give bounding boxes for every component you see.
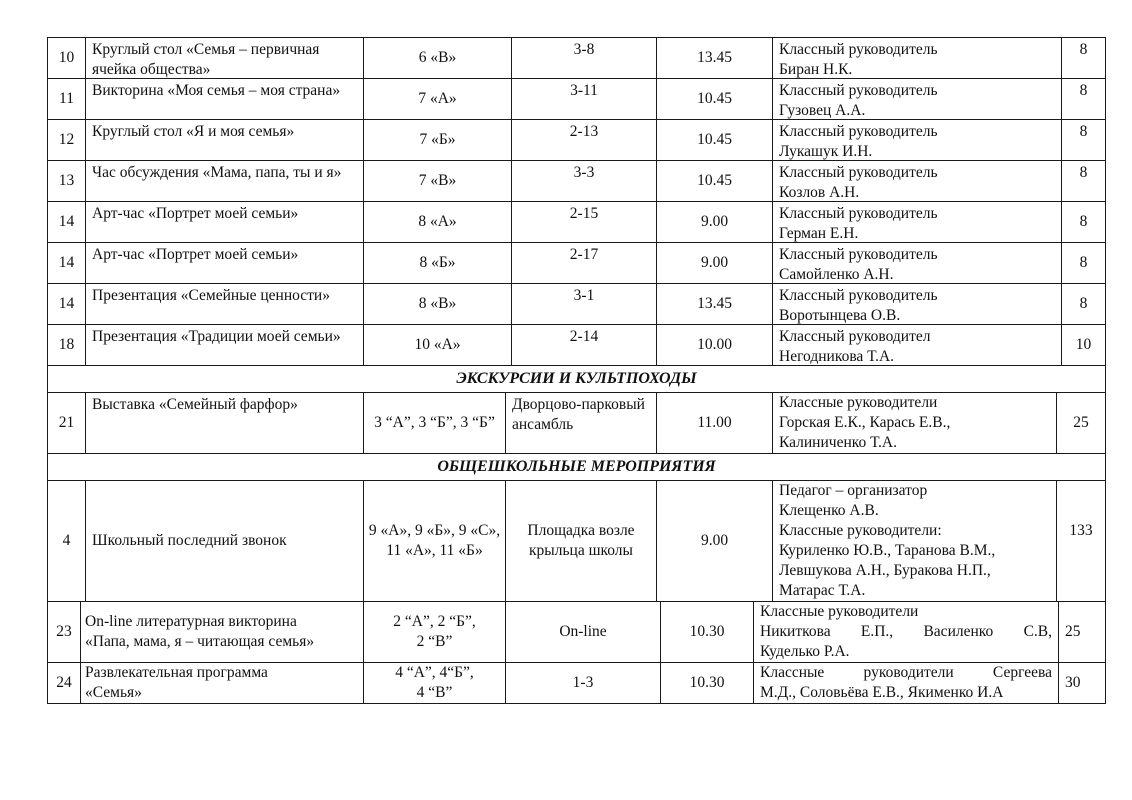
responsible-name: Биран Н.К. [779, 61, 853, 78]
place-cell [505, 392, 657, 454]
class-text: 2 “А”, 2 “Б”, [393, 613, 476, 630]
time-text: 13.45 [697, 49, 732, 66]
event-name [85, 283, 364, 325]
responsible-cell [772, 480, 1057, 602]
time-text: 11.00 [697, 414, 732, 431]
count-text: 25 [1073, 414, 1089, 431]
section-heading-text: ЭКСКУРСИИ И КУЛЬТПОХОДЫ [456, 370, 697, 387]
time-text: 10.00 [697, 336, 732, 353]
class-cell [363, 242, 512, 284]
count-cell [1061, 160, 1106, 202]
event-name-text: Арт-час «Портрет моей семьи» [92, 205, 299, 222]
class-text: 7 «В» [418, 172, 457, 189]
room-cell [511, 37, 657, 79]
responsible-role: Классный руководитель [779, 205, 938, 222]
time-text: 9.00 [700, 532, 729, 549]
responsible-name: Куриленко Ю.В., Таранова В.М., [779, 542, 996, 559]
count-text: 25 [1065, 623, 1081, 640]
place-text: Дворцово-парковый ансамбль [512, 396, 645, 433]
row-number [47, 37, 86, 79]
place-text: 1-3 [572, 674, 594, 691]
responsible-name: Клещенко А.В. [779, 502, 879, 519]
responsible-cell [772, 160, 1062, 202]
responsible-role: Классные руководители: [779, 522, 942, 539]
row-number-text: 14 [58, 213, 75, 230]
event-name-text: Круглый стол «Семья – первичная ячейка общества» [92, 41, 320, 78]
room-cell [511, 201, 657, 243]
room-text: 2-15 [569, 205, 599, 222]
event-name-line: «Папа, мама, я – читающая семья» [85, 633, 315, 650]
event-name [85, 324, 364, 366]
responsible-role: Классные руководители [779, 394, 938, 411]
room-cell [511, 242, 657, 284]
event-name-line: «Семья» [85, 684, 142, 701]
row-number-text: 13 [58, 172, 75, 189]
class-text: 3 “А”, 3 “Б”, 3 “Б” [374, 414, 495, 431]
responsible-name: Калиниченко Т.А. [779, 434, 897, 451]
row-number [47, 392, 86, 454]
responsible-name: Козлов А.Н. [779, 184, 860, 201]
row-number [47, 601, 81, 663]
responsible-role: Классный руководитель [779, 287, 938, 304]
count-text: 30 [1065, 674, 1081, 691]
responsible-name: Негодникова Т.А. [779, 348, 895, 365]
responsible-role: Классный руководитель [779, 123, 938, 140]
row-number-text: 10 [58, 49, 75, 66]
responsible-cell [772, 201, 1062, 243]
event-name-text: Арт-час «Портрет моей семьи» [92, 246, 299, 263]
row-number-text: 23 [56, 623, 72, 640]
place-text: Площадка возле крыльца школы [527, 522, 635, 559]
count-text: 8 [1079, 295, 1088, 312]
time-cell [656, 324, 773, 366]
count-cell [1056, 392, 1106, 454]
class-cell [363, 37, 512, 79]
count-cell [1061, 242, 1106, 284]
class-cell [363, 324, 512, 366]
row-number-text: 11 [59, 90, 74, 107]
responsible-cell [772, 242, 1062, 284]
row-number [47, 662, 81, 704]
count-cell [1058, 662, 1106, 704]
class-lines [395, 663, 474, 703]
event-name-text: Викторина «Моя семья – моя страна» [92, 82, 341, 99]
responsible-role: Классный руководитель [779, 41, 938, 58]
class-cell [363, 283, 512, 325]
class-cell [363, 119, 512, 161]
event-name [80, 662, 364, 704]
class-cell [363, 78, 512, 120]
event-name [85, 392, 364, 454]
time-cell [660, 601, 754, 663]
event-name-line: Развлекательная программа [85, 664, 268, 681]
responsible-cell [772, 78, 1062, 120]
room-text: 3-11 [570, 82, 598, 99]
schedule-table [47, 37, 1106, 703]
count-cell [1061, 201, 1106, 243]
responsible-name: Горская Е.К., Карась Е.В., [779, 414, 951, 431]
class-text: 6 «В» [418, 49, 457, 66]
event-name [85, 480, 364, 602]
time-text: 10.45 [697, 131, 732, 148]
count-text: 8 [1079, 41, 1088, 58]
event-name-text: Школьный последний звонок [92, 532, 287, 549]
responsible-name: Куделько Р.А. [760, 643, 850, 660]
room-cell [511, 160, 657, 202]
room-cell [511, 324, 657, 366]
class-cell [363, 480, 506, 602]
class-text: 8 «В» [418, 295, 457, 312]
event-name [85, 78, 364, 120]
row-number [47, 119, 86, 161]
time-text: 9.00 [700, 254, 729, 271]
class-cell [363, 662, 506, 704]
class-lines [393, 612, 476, 652]
section-heading-excursions [47, 365, 1106, 393]
responsible-cell [753, 662, 1059, 704]
class-cell [363, 392, 506, 454]
time-cell [656, 201, 773, 243]
event-name [85, 37, 364, 79]
count-text: 133 [1069, 522, 1093, 539]
place-cell [505, 480, 657, 602]
responsible-cell [772, 37, 1062, 79]
room-text: 2-14 [569, 328, 599, 345]
event-name-text: Презентация «Традиции моей семьи» [92, 328, 341, 345]
count-cell [1061, 283, 1106, 325]
responsible-cell [772, 392, 1057, 454]
event-name-text: Выставка «Семейный фарфор» [92, 396, 298, 413]
count-cell [1061, 37, 1106, 79]
responsible-cell [772, 119, 1062, 161]
responsible-name: Никиткова Е.П., Василенко С.В, [760, 623, 1052, 640]
place-cell [505, 601, 661, 663]
count-cell [1061, 78, 1106, 120]
row-number [47, 480, 86, 602]
time-text: 9.00 [700, 213, 729, 230]
section-heading-text: ОБЩЕШКОЛЬНЫЕ МЕРОПРИЯТИЯ [437, 458, 716, 475]
section-heading-school-events [47, 453, 1106, 481]
row-number [47, 242, 86, 284]
time-cell [656, 119, 773, 161]
responsible-role: Классный руководитель [779, 246, 938, 263]
place-text: On-line [559, 623, 607, 640]
time-cell [656, 392, 773, 454]
row-number-text: 18 [58, 336, 75, 353]
responsible-role: Классный руководитель [779, 82, 938, 99]
time-cell [656, 37, 773, 79]
count-text: 8 [1079, 82, 1088, 99]
class-text: 8 «Б» [419, 254, 456, 271]
room-cell [511, 119, 657, 161]
count-text: 8 [1079, 254, 1088, 271]
count-cell [1058, 601, 1106, 663]
count-cell [1056, 480, 1106, 602]
event-name-text: Презентация «Семейные ценности» [92, 287, 330, 304]
row-number-text: 21 [58, 414, 75, 431]
event-name-text: Час обсуждения «Мама, папа, ты и я» [92, 164, 342, 181]
row-number-text: 4 [62, 532, 71, 549]
time-text: 10.30 [689, 623, 725, 640]
time-cell [656, 78, 773, 120]
room-text: 3-8 [573, 41, 595, 58]
row-number-text: 24 [56, 674, 72, 691]
responsible-name: Гузовец А.А. [779, 102, 866, 119]
event-name [85, 201, 364, 243]
time-text: 10.45 [697, 172, 732, 189]
room-cell [511, 283, 657, 325]
count-text: 10 [1075, 336, 1092, 353]
event-name [85, 242, 364, 284]
responsible-name: М.Д., Соловьёва Е.В., Якименко И.А [760, 684, 1004, 701]
count-text: 8 [1079, 164, 1088, 181]
room-text: 3-3 [573, 164, 595, 181]
time-cell [660, 662, 754, 704]
room-text: 2-13 [569, 123, 599, 140]
responsible-name: Воротынцева О.В. [779, 307, 901, 324]
time-cell [656, 480, 773, 602]
responsible-role: Классные руководители Сергеева [760, 664, 1052, 681]
class-cell [363, 160, 512, 202]
count-text: 8 [1079, 213, 1088, 230]
room-text: 3-1 [573, 287, 595, 304]
class-text: 10 «А» [414, 336, 461, 353]
responsible-name: Лукашук И.Н. [779, 143, 873, 160]
responsible-role: Классный руководител [779, 328, 931, 345]
responsible-role: Классные руководители [760, 603, 919, 620]
row-number-text: 14 [58, 295, 75, 312]
responsible-cell [772, 324, 1062, 366]
class-text: 4 “А”, 4“Б”, [395, 664, 474, 681]
count-cell [1061, 324, 1106, 366]
event-name [85, 160, 364, 202]
time-cell [656, 242, 773, 284]
class-text: 2 “В” [416, 633, 453, 650]
row-number [47, 160, 86, 202]
count-text: 8 [1079, 123, 1088, 140]
time-text: 13.45 [697, 295, 732, 312]
class-text: 8 «А» [418, 213, 457, 230]
time-cell [656, 160, 773, 202]
responsible-cell [772, 283, 1062, 325]
event-name [85, 119, 364, 161]
responsible-role: Педагог – организатор [779, 482, 928, 499]
class-text: 7 «Б» [419, 131, 456, 148]
row-number-text: 12 [58, 131, 75, 148]
row-number [47, 201, 86, 243]
row-number [47, 78, 86, 120]
class-text: 7 «А» [418, 90, 457, 107]
time-text: 10.30 [689, 674, 725, 691]
place-cell [505, 662, 661, 704]
count-cell [1061, 119, 1106, 161]
class-text: 4 “В” [416, 684, 453, 701]
row-number [47, 324, 86, 366]
time-text: 10.45 [697, 90, 732, 107]
responsible-cell [753, 601, 1059, 663]
room-cell [511, 78, 657, 120]
time-cell [656, 283, 773, 325]
row-number [47, 283, 86, 325]
class-cell [363, 601, 506, 663]
event-name-line: On-line литературная викторина [85, 613, 297, 630]
room-text: 2-17 [569, 246, 599, 263]
responsible-name: Самойленко А.Н. [779, 266, 894, 283]
class-text: 9 «А», 9 «Б», 9 «С», 11 «А», 11 «Б» [368, 522, 501, 559]
responsible-role: Классный руководитель [779, 164, 938, 181]
responsible-name: Матарас Т.А. [779, 582, 866, 599]
responsible-name: Герман Е.Н. [779, 225, 859, 242]
event-name-text: Круглый стол «Я и моя семья» [92, 123, 295, 140]
class-cell [363, 201, 512, 243]
responsible-name: Левшукова А.Н., Буракова Н.П., [779, 562, 991, 579]
event-name [80, 601, 364, 663]
row-number-text: 14 [58, 254, 75, 271]
